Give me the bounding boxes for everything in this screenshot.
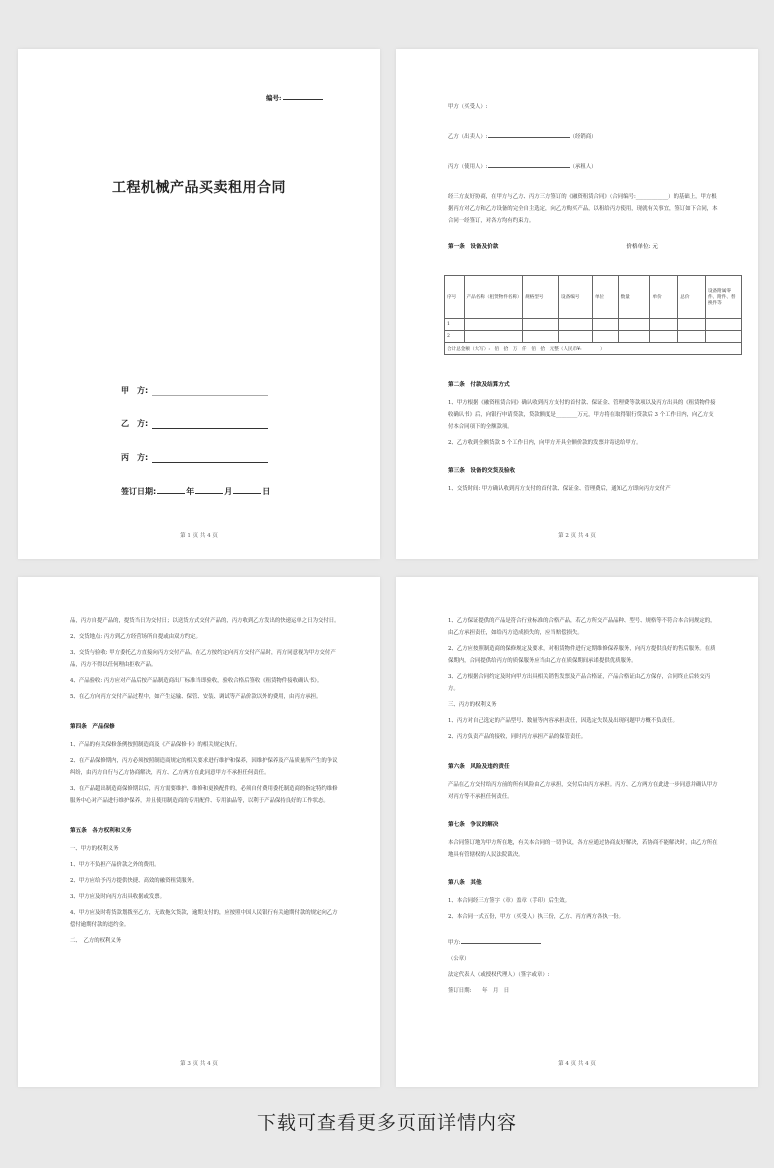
table-total-cell: 合计总金额（大写）: 佰 拾 万 仟 佰 拾 元整（人民币¥: ） — [445, 343, 742, 355]
contract-number — [266, 93, 323, 102]
table-total-row — [445, 343, 742, 355]
paragraph: 2、在产品保修期内，丙方必须按照制造商规定的相关要求进行维护和保养，因维护保养及产品质量所产生的争议纠纷，由丙方自行与乙方协商解决，丙方、乙方两方在此同意甲方不承担任何责任。 — [70, 758, 338, 776]
lessee-role: （承租人） — [569, 164, 597, 170]
seller-role: （经销商） — [569, 134, 597, 140]
page-4-text — [448, 615, 718, 1001]
article-1-title: 第一条 设备及价款 — [448, 244, 499, 250]
table-header: 规格型号 — [523, 276, 559, 319]
lessee-label: 丙方（使用人）: — [448, 164, 488, 170]
party-c-blank — [152, 462, 268, 463]
contract-page-3 — [18, 577, 380, 1087]
table-header: 设备编号 — [559, 276, 593, 319]
subheading: 一、甲方的权利义务 — [70, 846, 119, 852]
subheading: 二、 乙方的权利义务 — [70, 938, 122, 944]
year-label: 年 — [186, 487, 195, 496]
article-8-title: 第八条 其他 — [448, 880, 482, 886]
table-header: 单位 — [592, 276, 618, 319]
paragraph: 1、本合同经三方签字（章）盖章（手印）后生效。 — [448, 898, 571, 904]
paragraph: 3、甲方应及时向丙方出具收据或发票。 — [70, 894, 166, 900]
subheading: 三、丙方的权利义务 — [448, 702, 497, 708]
article-1-heading — [448, 241, 718, 253]
contract-number-blank — [283, 99, 323, 100]
article-4-title: 第四条 产品保修 — [70, 724, 115, 730]
sign-date-field — [121, 486, 270, 497]
party-a-field — [121, 385, 268, 396]
article-2-title: 第二条 付款及结算方式 — [448, 382, 510, 388]
signature-party — [448, 937, 718, 949]
party-a-blank — [152, 395, 268, 396]
paragraph: 产品在乙方交付给丙方前的所有风险由乙方承担，交付后由丙方承担。丙方、乙方两方在此进一步同意并确认甲方对丙方等不承担任何责任。 — [448, 782, 718, 800]
contract-title: 工程机械产品买卖租用合同 — [112, 180, 286, 196]
page-footer: 第 2 页 共 4 页 — [558, 533, 596, 539]
contract-page-1 — [18, 49, 380, 559]
table-header-row — [445, 276, 742, 319]
table-header: 单价 — [650, 276, 678, 319]
table-row — [445, 331, 742, 343]
table-header: 数量 — [618, 276, 650, 319]
signature-seal: （公章） — [448, 956, 470, 962]
page-footer: 第 1 页 共 4 页 — [180, 533, 218, 539]
seller-label: 乙方（出卖人）: — [448, 134, 488, 140]
party-b-label: 乙 方: — [121, 419, 149, 428]
party-a-label: 甲 方: — [121, 386, 149, 395]
day-label: 日 — [262, 487, 271, 496]
table-header: 设备附属零件、附件、替换件等 — [705, 276, 741, 319]
price-unit: 价格单位: 元 — [626, 244, 658, 250]
signature-representative: 法定代表人（或授权代理人）（签字或章）: — [448, 972, 550, 978]
table-row — [445, 319, 742, 331]
article-7-title: 第七条 争议的解决 — [448, 822, 499, 828]
article-2-3-block — [448, 379, 718, 499]
paragraph: 2、丙方负责产品的接收，同时丙方承担产品的保管责任。 — [448, 734, 587, 740]
party-b-field — [121, 418, 268, 429]
table-header: 产品名称（租赁物件名称） — [464, 276, 523, 319]
table-cell: 2 — [445, 331, 465, 343]
contract-page-2 — [396, 49, 758, 559]
page-3-text — [70, 615, 340, 951]
paragraph: 3、在产品超出制造商保修期以后，丙方需要维护、维修和更换配件的，必须自付费用委托制造商的指定特约维修服务中心对产品进行维护保养，并且使用制造商的专用配件、专用油品等，以利于产品保持良好的工作状态。 — [70, 786, 338, 804]
paragraph: 本合同签订地为甲方所在地，有关本合同的一切争议，各方应通过协商友好解决，若协商不能解决时，由乙方所在地具有管辖权的人民法院裁决。 — [448, 840, 718, 858]
article-3-paragraph: 1、交货时间: 甲方确认收到丙方支付的首付款、保证金、管理费后，通知乙方即向丙方交付产 — [448, 486, 671, 492]
article-3-title: 第三条 设备的交货及验收 — [448, 468, 516, 474]
contract-number-label: 编号: — [266, 94, 282, 102]
page-footer: 第 4 页 共 4 页 — [558, 1061, 596, 1067]
intro-paragraph: 经三方友好协商，在甲方与乙方、丙方三方签订的《融资租赁合同》（合同编号:____________）的基础上，甲方根据丙方对乙方和乙方设备的完全自主选定，向乙方购买产品，以租给丙方使用，现就有关事宜，签订如下合同，本合同一经签订，对各方均有约束力。 — [448, 194, 718, 224]
sign-date-label: 签订日期: — [121, 487, 157, 496]
paragraph: 2、乙方应按照制造商的保修规定及要求，对租赁物件进行定期维修保养服务，向丙方提供良好的售后服务。在质保期内，合同提供给丙方的质保服务应当由乙方在质保期间承诺提供优质服务。 — [448, 646, 716, 664]
table-header: 序号 — [445, 276, 465, 319]
signature-party-label: 甲方: — [448, 940, 461, 946]
buyer-line: 甲方（买受人）: — [448, 104, 488, 110]
article-2-paragraph: 1、甲方根据《融资租赁合同》确认收到丙方支付的首付款、保证金、管理费等款项以及丙方出具的《租赁物件接收确认书》后，向银行申请贷款，贷款额度是________万元，甲方将在取得银行贷款后 3 个工作日内，向乙方支付本合同项下的全额款项。 — [448, 400, 716, 430]
article-2-paragraph: 2、乙方收到全额货款 5 个工作日内，向甲方开具全额价款的发票并寄送给甲方。 — [448, 440, 642, 446]
contract-page-4 — [396, 577, 758, 1087]
party-b-blank — [152, 428, 268, 429]
paragraph: 1、产品的有关保修条例按照制造商及《产品保修卡》的相关规定执行。 — [70, 742, 241, 748]
table-header: 总价 — [678, 276, 706, 319]
paragraph: 4、产品验收: 丙方应对产品后按产品制造商出厂标准当即验收，验收合格后签收《租赁物件接收确认书》。 — [70, 678, 323, 684]
paragraph: 3、交货与验收: 甲方委托乙方直接向丙方交付产品，在乙方按约定向丙方交付产品时，丙方同意视为甲方交付产品，丙方不得以任何理由拒收产品。 — [70, 650, 336, 668]
article-5-title: 第五条 各方权利和义务 — [70, 828, 132, 834]
paragraph: 1、乙方保证提供的产品是符合行业标准的合格产品，若乙方所交产品品种、型号、规格等不符合本合同规定的，由乙方承担责任，如给丙方造成损失的，应当赔偿损失。 — [448, 618, 716, 636]
paragraph: 2、本合同一式五份，甲方（买受人）执三份，乙方、丙方两方各执一份。 — [448, 914, 624, 920]
equipment-table — [444, 275, 742, 355]
paragraph: 2、甲方应给予丙方提供快捷、高效的融资租赁服务。 — [70, 878, 198, 884]
month-label: 月 — [224, 487, 233, 496]
party-c-label: 丙 方: — [121, 453, 149, 462]
parties-block — [448, 101, 718, 259]
table-cell: 1 — [445, 319, 465, 331]
seller-line — [448, 131, 718, 143]
download-banner: 下载可查看更多页面详情内容 — [256, 1112, 517, 1134]
paragraph: 4、甲方应及时将货款划拨至乙方，无故拖欠货款，逾期支付的，应按照中国人民银行有关逾期付款的规定向乙方偿付逾期付款的违约金。 — [70, 910, 338, 928]
signature-date: 签订日期: 年 月 日 — [448, 988, 510, 994]
paragraph: 3、乙方根据合同约定及时向甲方出具相关销售发票及产品合格证，产品合格证由乙方保存，合同终止后转交丙方。 — [448, 674, 711, 692]
paragraph: 2、交货地点: 丙方到乙方经营场所自提或由双方约定。 — [70, 634, 201, 640]
paragraph: 1、甲方不负担产品价款之外的费用。 — [70, 862, 160, 868]
page-footer: 第 3 页 共 4 页 — [180, 1061, 218, 1067]
paragraph: 品，丙方自提产品的，提货当日为交付日；以送货方式交付产品的，丙方收到乙方发出的快递运单之日为交付日。 — [70, 618, 340, 624]
paragraph: 5、在乙方向丙方交付产品过程中，如产生运输、保管、安装、调试等产品价款以外的费用，由丙方承担。 — [70, 694, 322, 700]
article-6-title: 第六条 风险及违约责任 — [448, 764, 510, 770]
party-c-field — [121, 452, 268, 463]
lessee-line — [448, 161, 718, 173]
paragraph: 1、丙方对自己选定的产品型号、数量等内容承担责任，因选定失误及出现问题甲方概不负责任。 — [448, 718, 678, 724]
